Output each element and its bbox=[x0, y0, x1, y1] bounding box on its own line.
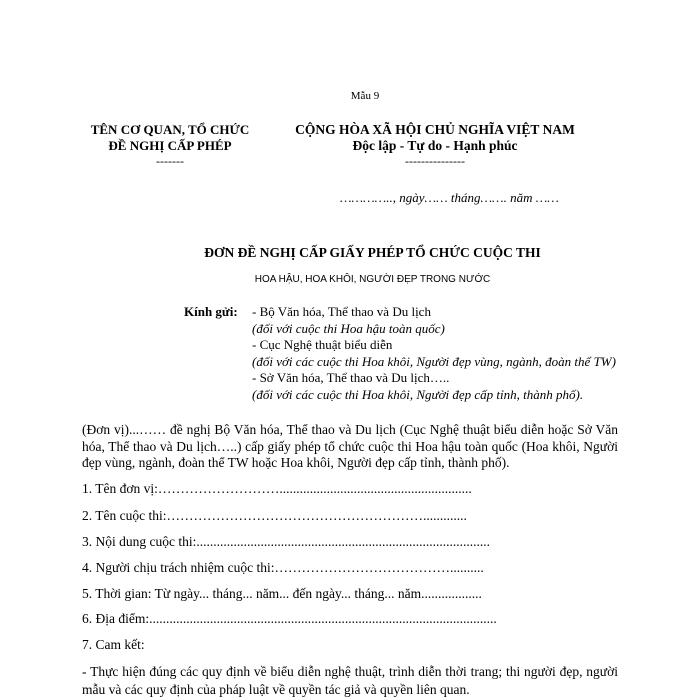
recipient-ministry: - Bộ Văn hóa, Thể thao và Du lịch bbox=[252, 304, 431, 319]
field-responsible-person: 4. Người chịu trách nhiệm cuộc thi:………………………………….......... bbox=[82, 560, 484, 575]
form-number: Mẫu 9 bbox=[350, 90, 380, 102]
recipient-label: Kính gửi: bbox=[184, 304, 238, 319]
field-contest-content: 3. Nội dung cuộc thi:....................................................................................... bbox=[82, 534, 490, 549]
date-line: ………….., ngày…… tháng……. năm …… bbox=[340, 190, 559, 205]
field-commitment: 7. Cam kết: bbox=[82, 637, 145, 652]
motto: Độc lập - Tự do - Hạnh phúc bbox=[352, 138, 518, 153]
field-location: 6. Địa điểm:....................................................................................................... bbox=[82, 611, 497, 626]
recipient-department: - Cục Nghệ thuật biểu diễn bbox=[252, 337, 393, 353]
org-divider: ------- bbox=[156, 154, 184, 168]
national-header bbox=[270, 122, 600, 168]
field-time: 5. Thời gian: Từ ngày... tháng... năm... đến ngày... tháng... năm.................. bbox=[82, 586, 482, 601]
commitment-text: - Thực hiện đúng các quy định về biểu diễn nghệ thuật, trình diễn thời trang; thi người đẹp, người mẫu và các quy định của pháp luật về quyền tác giả và quyền liên quan. bbox=[82, 664, 618, 697]
recipient-provincial: - Sở Văn hóa, Thể thao và Du lịch….. bbox=[252, 370, 450, 386]
org-name-line: TÊN CƠ QUAN, TỔ CHỨC bbox=[90, 122, 250, 137]
recipient-ministry-note: (đối với cuộc thi Hoa hậu toàn quốc) bbox=[252, 320, 445, 336]
field-contest-name: 2. Tên cuộc thi:…………………………………………………............. bbox=[82, 508, 467, 523]
org-request-line: ĐỀ NGHỊ CẤP PHÉP bbox=[108, 138, 232, 153]
document-title: ĐƠN ĐỀ NGHỊ CẤP GIẤY PHÉP TỔ CHỨC CUỘC THI bbox=[204, 245, 541, 260]
document-subtitle: HOA HẬU, HOA KHÔI, NGƯỜI ĐẸP TRONG NƯỚC bbox=[254, 274, 491, 285]
organization-header bbox=[70, 122, 270, 168]
recipient-department-note: (đối với các cuộc thi Hoa khôi, Người đẹp vùng, ngành, đoàn thể TW) bbox=[252, 353, 616, 369]
field-unit-name: 1. Tên đơn vị:………………………......................................................... bbox=[82, 481, 472, 496]
recipient-list bbox=[252, 304, 622, 404]
request-paragraph: (Đơn vị)...…… đề nghị Bộ Văn hóa, Thể thao và Du lịch (Cục Nghệ thuật biểu diễn hoặc Sở Văn hóa, Thể thao và Du lịch…..) cấp giấy phép tổ chức cuộc thi Hoa hậu toàn quốc (Hoa khôi, Người đẹp vùng, ngành, đoàn thể TW hoặc Hoa khôi, Người đẹp cấp tỉnh, thành phố). bbox=[82, 422, 618, 470]
recipient-provincial-note: (đối với các cuộc thi Hoa khôi, Người đẹp cấp tỉnh, thành phố). bbox=[252, 386, 584, 402]
motto-divider: --------------- bbox=[405, 154, 465, 168]
country-name: CỘNG HÒA XÃ HỘI CHỦ NGHĨA VIỆT NAM bbox=[295, 122, 575, 137]
